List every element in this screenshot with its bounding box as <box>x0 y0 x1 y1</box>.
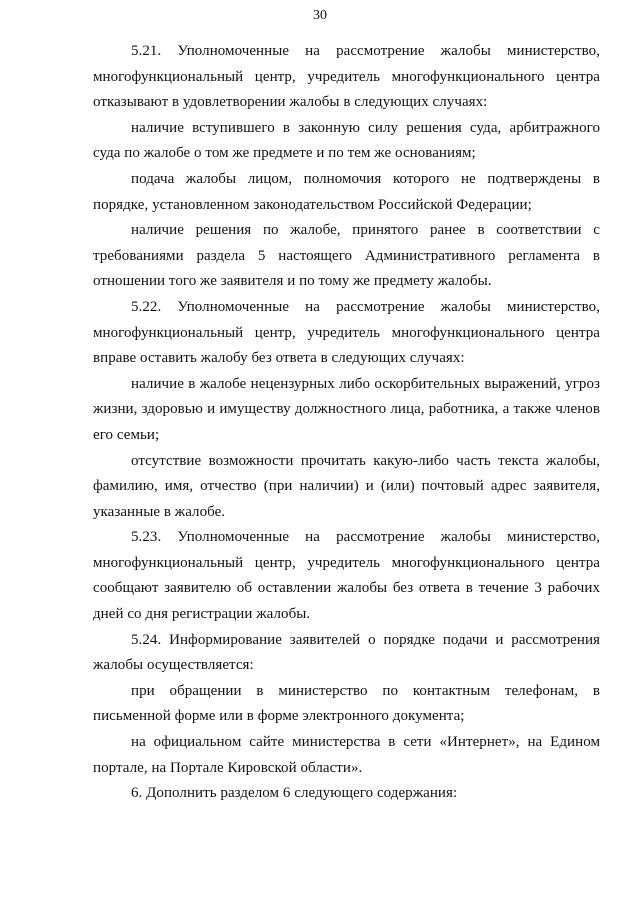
paragraph-5-24: 5.24. Информирование заявителей о порядке подачи и рассмотрения жалобы осуществляется: <box>93 631 600 674</box>
paragraph-5-22: 5.22. Уполномоченные на рассмотрение жалобы министерство, многофункциональный центр, учредитель многофункционального центра вправе оставить жалобу без ответа в следующих случаях: <box>93 298 600 367</box>
paragraph-5-21: 5.21. Уполномоченные на рассмотрение жалобы министерство, многофункциональный центр, учредитель многофункционального центра отказывают в удовлетворении жалобы в следующих случаях: <box>93 43 600 111</box>
paragraph-5-23: 5.23. Уполномоченные на рассмотрение жалобы министерство, многофункциональный центр, учредитель многофункционального центра сообщают заявителю об оставлении жалобы без ответа в течение 3 рабочих дней со дня регистрации жалобы. <box>93 529 600 623</box>
paragraph-unauthorized-person: подача жалобы лицом, полномочия которого не подтверждены в порядке, установленном законодательством Российской Федерации; <box>93 170 600 213</box>
page-number: 30 <box>313 8 327 23</box>
document-body <box>93 39 600 807</box>
paragraph-unreadable-text: отсутствие возможности прочитать какую-либо часть текста жалобы, фамилию, имя, отчество (при наличии) и (или) почтовый адрес заявителя, указанные в жалобе. <box>93 452 600 520</box>
paragraph-contact-phones: при обращении в министерство по контактным телефонам, в письменной форме или в форме электронного документа; <box>93 682 600 725</box>
paragraph-prior-decision: наличие решения по жалобе, принятого ранее в соответствии с требованиями раздела 5 настоящего Административного регламента в отношении того же заявителя и по тому же предмету жалобы. <box>93 222 600 290</box>
paragraph-official-website: на официальном сайте министерства в сети «Интернет», на Едином портале, на Портале Кировской области». <box>93 734 600 776</box>
paragraph-offensive-language: наличие в жалобе нецензурных либо оскорбительных выражений, угроз жизни, здоровью и имуществу должностного лица, работника, а также членов его семьи; <box>93 375 600 443</box>
paragraph-court-decision: наличие вступившего в законную силу решения суда, арбитражного суда по жалобе о том же предмете и по тем же основаниям; <box>93 119 600 162</box>
paragraph-section-6: 6. Дополнить разделом 6 следующего содержания: <box>131 785 458 802</box>
